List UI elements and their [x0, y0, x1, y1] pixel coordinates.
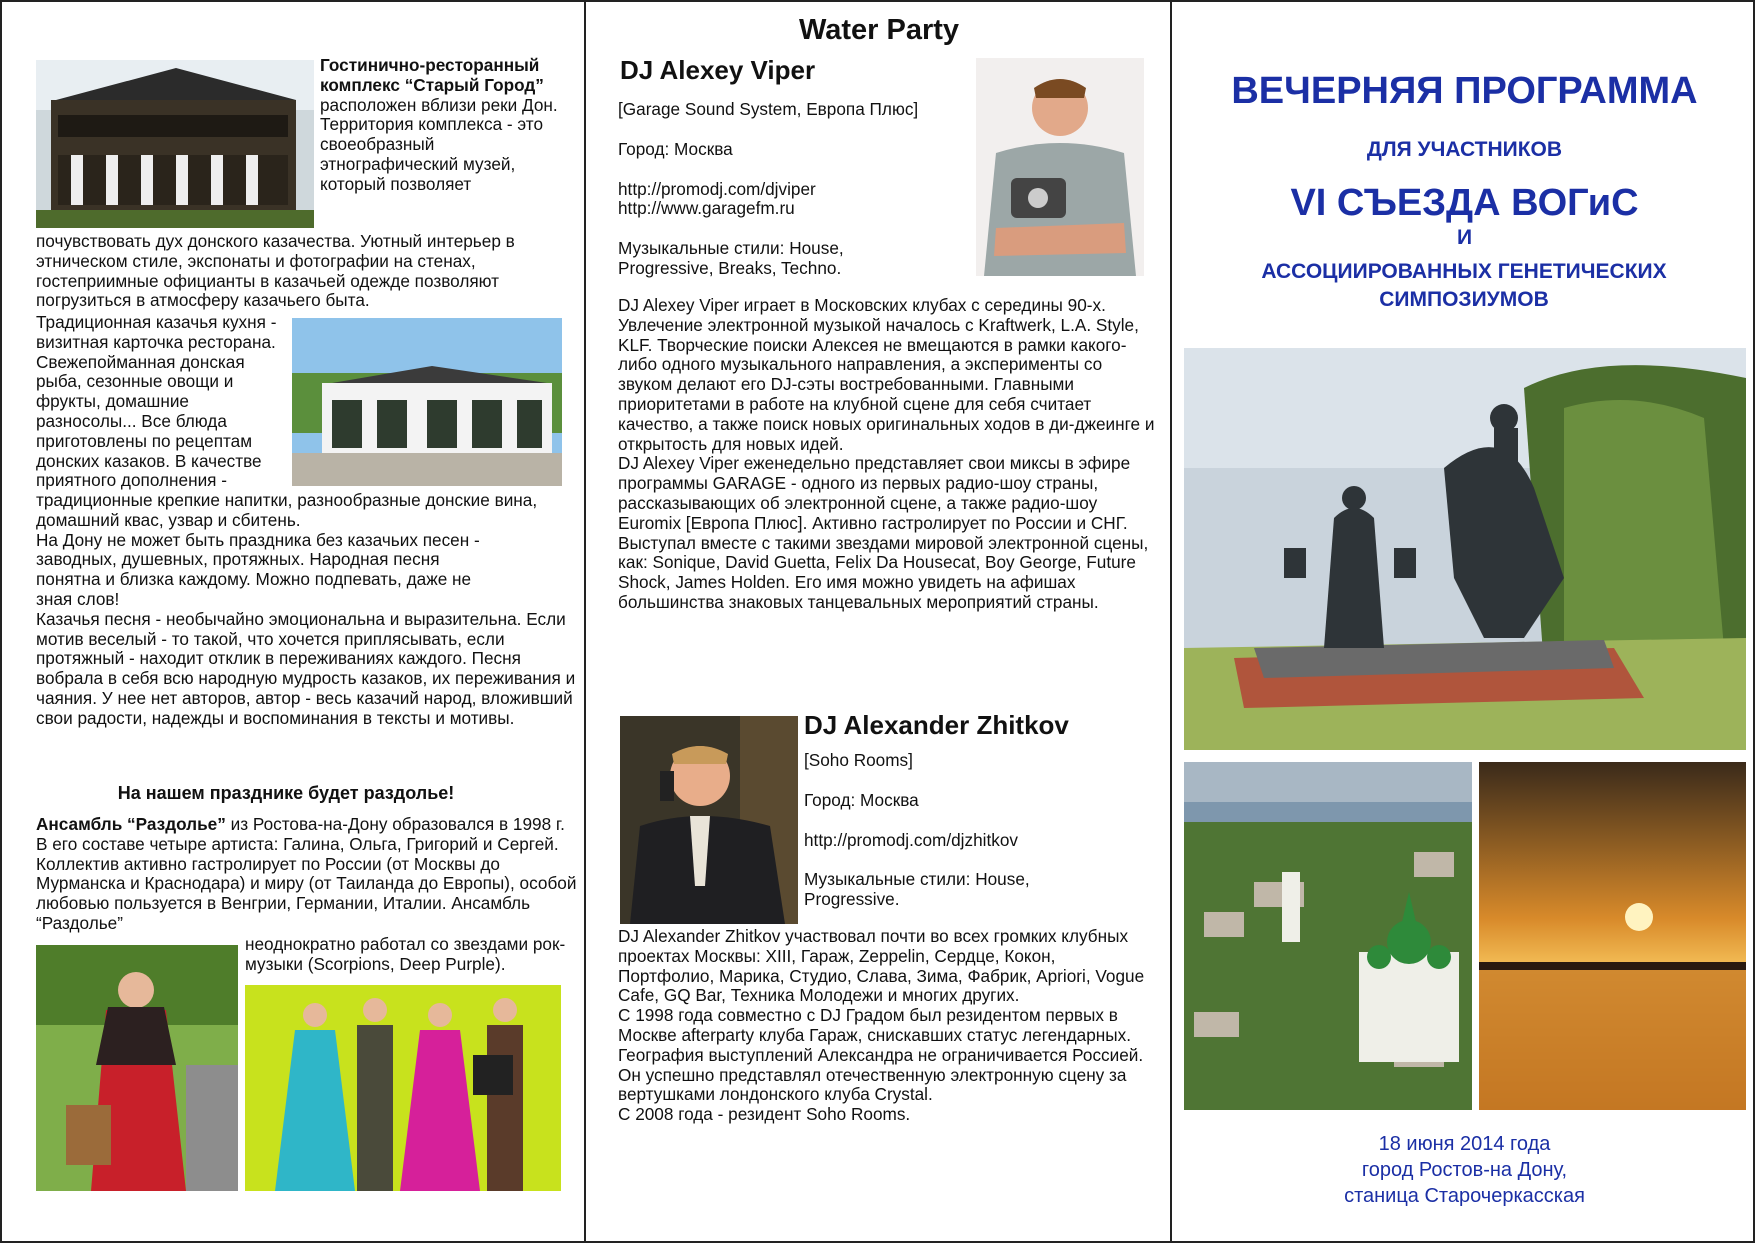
- dj1-link1[interactable]: http://promodj.com/djviper: [618, 178, 816, 199]
- restaurant-photo: [292, 318, 562, 486]
- dj2-link1[interactable]: http://promodj.com/djzhitkov: [804, 829, 1018, 850]
- event-city: город Ростов-на Дону,: [1361, 1159, 1568, 1181]
- dj2-styles: Музыкальные стили: House, Progressive.: [804, 869, 1030, 910]
- dj1-name: DJ Alexey Viper: [620, 55, 816, 85]
- dj1-bio-1: DJ Alexey Viper играет в Московских клубах с середины 90-х. Увлечение электронной музыкой началось с Kraftwerk, L.A. Style, KLF. Творческие поиски Алексея не вмещаются в рамки какого-либо одного музыкального направления, а эксперименты со звуком делают его DJ-сэты востребованными. Главными приоритетами в работе на клубной сцене для себя считает качество, а также поиск новых оригинальных ходов в ди-джеинге и открытость для новых идей.: [618, 295, 1155, 454]
- dj2-bio-3: География выступлений Александра не ограничивается Россией. Он успешно представлял отечественную электронную сцену за вертушками лондонского клуба Crystal.: [618, 1044, 1144, 1105]
- program-title: ВЕЧЕРНЯЯ ПРОГРАММА: [1231, 70, 1698, 112]
- dj1-bio-2: DJ Alexey Viper еженедельно представляет свои миксы в эфире программы GARAGE - одного из первых радио-шоу страны, рассказывающих об электронной сцене, а также радио-шоу Euromix [Европа Плюс]. Активно гастролирует по России и СНГ. Выступал вместе с такими звездами мировой электронной сцены, как: Sonique, David Guetta, Felix Da Housecat, Boy George, Future Shock, James Holden. Его имя можно увидеть на афишах большинства знаковых танцевальных мероприятий страны.: [618, 453, 1149, 612]
- and-label: И: [1456, 226, 1473, 249]
- event-village: станица Старочеркасская: [1344, 1185, 1585, 1207]
- church-photo: [1184, 762, 1472, 1110]
- dj1-city: Город: Москва: [618, 138, 733, 159]
- dj1-info: [618, 100, 963, 279]
- party-heading: На нашем празднике будет раздолье!: [117, 783, 455, 803]
- hotel-description: почувствовать дух донского казачества. Уютный интерьер в этническом стиле, экспонаты и фотографии на стенах, гостеприимные официанты в казачьей одежде позволяют погрузиться в атмосферу казачьего быта.: [36, 231, 515, 311]
- hotel-title: Гостинично-ресторанный комплекс “Старый Город”: [320, 55, 544, 95]
- dj2-bio: [618, 927, 1153, 1125]
- dj2-photo: [620, 716, 798, 924]
- ensemble-photo: [245, 985, 561, 1191]
- program-subtitle: ДЛЯ УЧАСТНИКОВ: [1366, 138, 1563, 161]
- dj1-link2[interactable]: http://www.garagefm.ru: [618, 198, 795, 219]
- dj1-styles: Музыкальные стили: House, Progressive, Breaks, Techno.: [618, 238, 844, 278]
- monument-photo: [1184, 348, 1746, 750]
- ensemble-name: Ансамбль “Раздолье”: [36, 814, 226, 834]
- cossack-woman-photo: [36, 945, 238, 1191]
- sunset-photo: [1479, 762, 1746, 1110]
- dj2-info: [804, 751, 1154, 910]
- dj2-labels: [Soho Rooms]: [804, 750, 913, 770]
- ensemble-tail: неоднократно работал со звездами рок-музыки (Scorpions, Deep Purple).: [245, 934, 566, 974]
- symposia-title: АССОЦИИРОВАННЫХ ГЕНЕТИЧЕСКИХ СИМПОЗИУМОВ: [1261, 260, 1667, 311]
- hotel-photo: [36, 60, 314, 228]
- dj1-photo: [976, 58, 1144, 276]
- kitchen-description: Традиционная казачья кухня - визитная карточка ресторана. Свежепойманная донская рыба, сезонные овощи и фрукты, домашние разносолы... Все блюда приготовлены по рецептам донских казаков. В качестве приятного дополнения -: [36, 312, 277, 491]
- songs-text-2: Казачья песня - необычайно эмоциональна и выразительна. Если мотив веселый - то такой, что хочется приплясывать, если протяжный - находит отклик в переживаниях каждого. Песня вобрала в себя всю народную мудрость казаков, их переживания и чаяния. У нее нет авторов, автор - весь казачий народ, вложивший свои радости, надежды и воспоминания в тексты и мотивы.: [36, 608, 576, 728]
- dj2-bio-1: DJ Alexander Zhitkov участвовал почти во всех громких клубных проектах Москвы: XIII, Гараж, Zeppelin, Сердце, Кокон, Портфолио, Марика, Студио, Слава, Зима, Фабрик, Apriori, Vogue Cafe, GQ Bar, Техника Молодежи и многих других.: [618, 926, 1145, 1006]
- dj2-city: Город: Москва: [804, 789, 919, 810]
- column-middle: [584, 0, 1170, 1243]
- ensemble-text: [36, 815, 581, 934]
- songs-block: [36, 491, 581, 729]
- dj2-bio-4: С 2008 года - резидент Soho Rooms.: [618, 1104, 911, 1125]
- ensemble-description: из Ростова-на-Дону образовался в 1998 г. В его составе четыре артиста: Галина, Ольга, Григорий и Сергей. Коллектив активно гастролирует по России (от Москвы до Мурманска и Краснодара) и миру (от Таиланда до Европы), особой любовью пользуется в Венгрии, Германии, Италии. Ансамбль “Раздолье”: [36, 814, 577, 933]
- congress-title: VI СЪЕЗДА ВОГиС: [1290, 182, 1639, 224]
- songs-text: На Дону не может быть праздника без казачьих песен - заводных, душевных, протяжных. Народная песня понятна и близка каждому. Можно подпевать, даже не зная слов!: [36, 529, 480, 609]
- drinks-text: традиционные крепкие напитки, разнообразные донские вина, домашний квас, узвар и сбитень.: [36, 490, 538, 530]
- hotel-intro: [320, 56, 570, 195]
- dj2-name: DJ Alexander Zhitkov: [804, 710, 1069, 740]
- water-party-title: Water Party: [798, 14, 960, 46]
- dj1-labels: [Garage Sound System, Европа Плюс]: [618, 99, 919, 119]
- dj2-bio-2: С 1998 года совместно с DJ Градом был резидентом первых в Москве afterparty клуба Гараж, снискавших статус легендарных.: [618, 1005, 1132, 1045]
- column-right: [1170, 0, 1755, 1243]
- column-left: [0, 0, 584, 1243]
- dj1-bio: [618, 296, 1158, 613]
- event-date: 18 июня 2014 года: [1378, 1133, 1551, 1155]
- hotel-intro-text: расположен вблизи реки Дон. Территория комплекса - это своеобразный этнографический музей, который позволяет: [320, 94, 558, 194]
